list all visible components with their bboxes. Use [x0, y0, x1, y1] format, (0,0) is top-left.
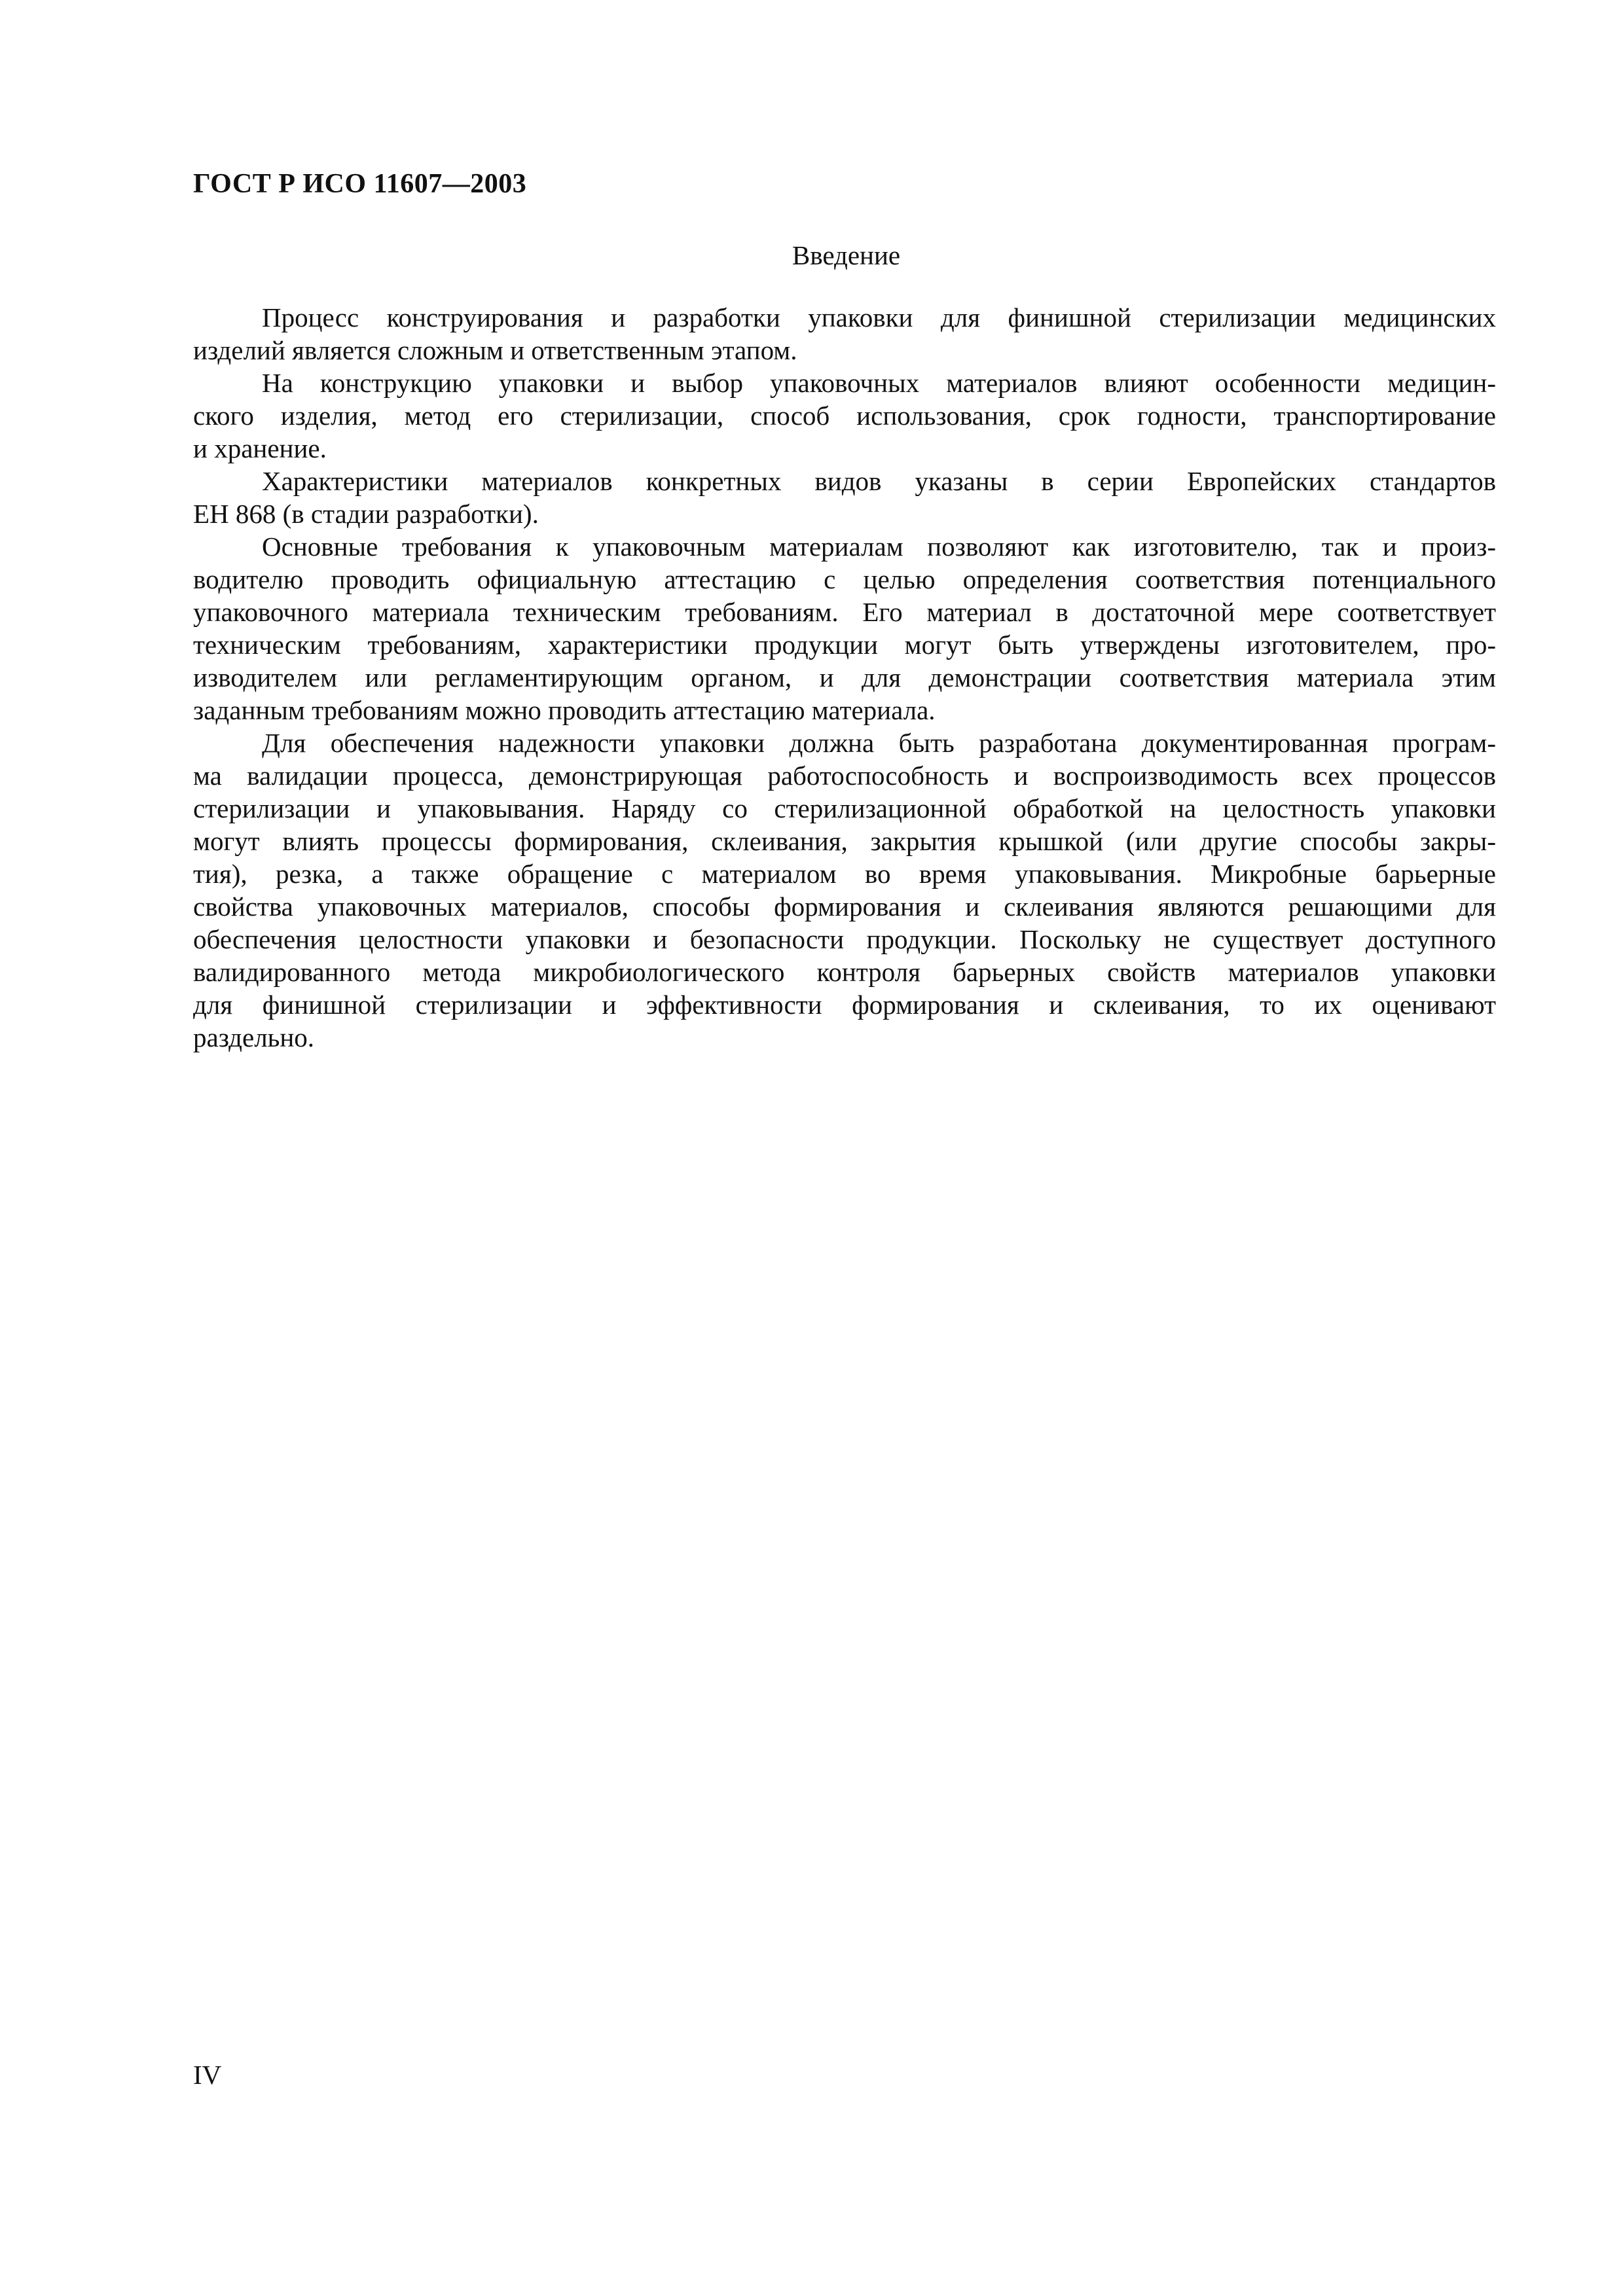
paragraph-line: Основные требования к упаковочным материалам позволяют как изготовителю, так и произ-	[262, 531, 1496, 562]
paragraph-line: свойства упаковочных материалов, способы формирования и склеивания являются решающими для	[193, 891, 1496, 922]
paragraph-line: для финишной стерилизации и эффективности формирования и склеивания, то их оценивают	[193, 990, 1496, 1020]
paragraph-line: Процесс конструирования и разработки упаковки для финишной стерилизации медицинских	[262, 302, 1496, 332]
page-number: IV	[193, 2060, 222, 2090]
paragraph-line: техническим требованиям, характеристики продукции могут быть утверждены изготовителем, про-	[193, 630, 1496, 660]
paragraph-line: раздельно.	[193, 1022, 315, 1052]
section-heading: Введение	[792, 240, 901, 270]
paragraph	[193, 465, 1496, 530]
paragraph-line: упаковочного материала техническим требованиям. Его материал в достаточной мере соответствует	[193, 597, 1496, 627]
paragraph-line: водителю проводить официальную аттестацию с целью определения соответствия потенциального	[193, 564, 1496, 594]
document-code: ГОСТ Р ИСО 11607—2003	[193, 169, 527, 199]
body-text	[193, 301, 1496, 1054]
paragraph-line: и хранение.	[193, 433, 327, 463]
paragraph	[193, 726, 1496, 1054]
paragraph-line: Для обеспечения надежности упаковки должна быть разработана документированная програм-	[262, 728, 1496, 758]
paragraph	[193, 530, 1496, 726]
paragraph-line: Характеристики материалов конкретных видов указаны в серии Европейских стандартов	[262, 466, 1496, 496]
paragraph-line: обеспечения целостности упаковки и безопасности продукции. Поскольку не существует доступного	[193, 924, 1496, 954]
paragraph	[193, 301, 1496, 367]
paragraph-line: могут влиять процессы формирования, склеивания, закрытия крышкой (или другие способы закры-	[193, 826, 1496, 856]
paragraph-line: ского изделия, метод его стерилизации, способ использования, срок годности, транспортирование	[193, 401, 1496, 431]
paragraph-line: изделий является сложным и ответственным этапом.	[193, 335, 797, 365]
paragraph	[193, 367, 1496, 465]
paragraph-line: валидированного метода микробиологического контроля барьерных свойств материалов упаковки	[193, 957, 1496, 987]
paragraph-line: ма валидации процесса, демонстрирующая работоспособность и воспроизводимость всех процессов	[193, 761, 1496, 791]
paragraph-line: ЕН 868 (в стадии разработки).	[193, 499, 539, 529]
paragraph-line: тия), резка, а также обращение с материалом во время упаковывания. Микробные барьерные	[193, 859, 1496, 889]
paragraph-line: стерилизации и упаковывания. Наряду со стерилизационной обработкой на целостность упаковки	[193, 793, 1496, 823]
paragraph-line: заданным требованиям можно проводить аттестацию материала.	[193, 695, 936, 725]
paragraph-line: На конструкцию упаковки и выбор упаковочных материалов влияют особенности медицин-	[262, 368, 1496, 398]
paragraph-line: изводителем или регламентирующим органом, и для демонстрации соответствия материала этим	[193, 662, 1496, 692]
